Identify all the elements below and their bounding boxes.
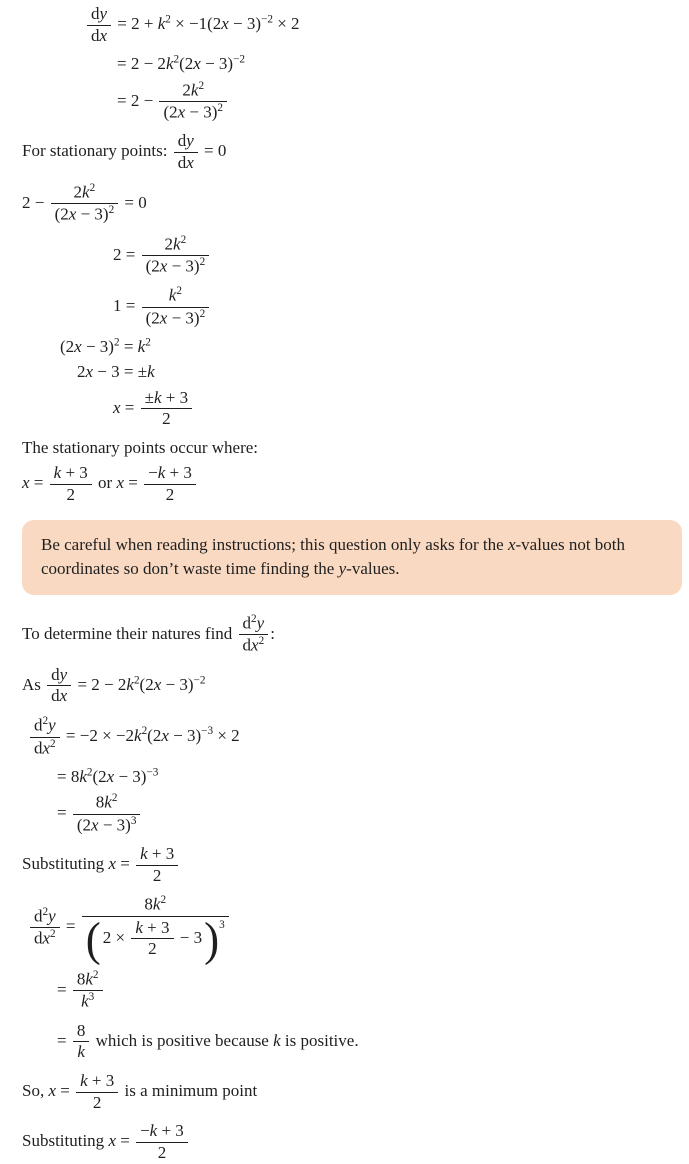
math-text: (2	[76, 815, 92, 835]
math-text: =	[124, 473, 143, 493]
math-exponent: 2	[111, 792, 118, 805]
math-exponent: 2	[176, 285, 182, 298]
math-text: − 3)	[168, 725, 202, 745]
math-text: 2	[92, 1092, 102, 1112]
natures-intro	[22, 613, 689, 657]
math-variable: k	[53, 463, 62, 483]
math-text: (2	[92, 766, 107, 786]
math-text: 2 =	[113, 244, 140, 264]
math-text: :	[270, 623, 275, 643]
math-text: = −2 × −2	[61, 725, 135, 745]
fraction	[142, 235, 210, 277]
math-exponent: 2	[42, 905, 49, 918]
eq-squared-equals-k2	[60, 337, 689, 357]
math-exponent: −3	[201, 725, 214, 738]
fraction-numerator	[136, 845, 178, 865]
math-variable: x	[177, 102, 186, 122]
fraction-denominator	[87, 25, 111, 46]
math-text: −	[140, 1121, 150, 1141]
fraction	[47, 666, 71, 706]
math-text: 2	[182, 80, 191, 100]
math-exponent: 2	[50, 928, 56, 941]
math-text: =	[61, 916, 80, 936]
math-variable: x	[113, 397, 121, 417]
math-text: =	[57, 802, 71, 822]
fraction	[82, 894, 229, 966]
math-text: Substituting	[22, 854, 109, 874]
substitute-plus-root	[22, 844, 689, 886]
math-variable: x	[221, 14, 229, 34]
math-exponent: 2	[92, 969, 99, 982]
fraction-denominator	[174, 152, 198, 173]
fraction	[136, 845, 178, 885]
math-text: 8	[76, 969, 86, 989]
eq-recall-first-derivative	[22, 665, 689, 707]
math-variable: x	[193, 54, 201, 74]
math-variable: x	[74, 336, 82, 356]
eq-first-derivative-fraction	[117, 80, 689, 124]
eq-first-derivative	[85, 4, 689, 46]
math-variable: x	[106, 766, 115, 786]
math-variable: x	[161, 725, 169, 745]
math-text: d	[242, 613, 252, 633]
fraction-denominator	[144, 484, 196, 505]
math-text: To determine their natures find	[22, 623, 237, 643]
fraction	[76, 1072, 118, 1112]
math-variable: x	[91, 815, 99, 835]
math-text: For stationary points:	[22, 141, 172, 161]
fraction	[30, 716, 60, 758]
math-variable: k	[137, 336, 146, 356]
math-text: =	[120, 397, 139, 417]
math-text: 8	[95, 792, 105, 812]
math-variable: x	[42, 928, 51, 948]
fraction-numerator	[142, 286, 210, 306]
eq-substituted-expression	[28, 894, 689, 966]
fraction-denominator	[82, 912, 229, 966]
math-variable: y	[59, 664, 68, 684]
math-variable: k	[77, 1042, 85, 1062]
math-variable: k	[147, 362, 155, 382]
math-variable: x	[108, 854, 116, 874]
math-text: = 0	[120, 192, 147, 212]
math-text: 8	[144, 894, 153, 914]
math-text: 8	[76, 1020, 86, 1040]
math-text: = 2 − 2	[73, 674, 127, 694]
math-text: is a minimum point	[120, 1081, 258, 1101]
math-text: d	[177, 131, 187, 151]
fraction-denominator	[73, 1041, 90, 1062]
math-variable: k	[140, 843, 148, 863]
math-text: which is positive because	[91, 1030, 274, 1050]
math-variable: x	[186, 153, 194, 173]
math-text: d	[91, 4, 100, 23]
math-variable: k	[157, 14, 166, 34]
fraction-denominator	[142, 307, 210, 328]
math-variable: x	[99, 25, 108, 45]
fraction-denominator	[239, 634, 269, 655]
math-exponent: 2	[165, 13, 171, 26]
math-text: − 3)	[98, 815, 131, 835]
math-exponent: 2	[173, 53, 180, 66]
eq-x-solution	[113, 388, 689, 430]
math-text: d	[51, 686, 60, 706]
math-variable: x	[42, 738, 51, 758]
math-text: is positive.	[280, 1030, 359, 1050]
math-exponent: 2	[145, 336, 151, 349]
fraction	[50, 464, 92, 504]
conclusion-minimum-point	[22, 1071, 689, 1113]
eq-isolate-two	[113, 234, 689, 278]
math-text: + 3	[61, 463, 88, 483]
eq-isolate-one	[113, 285, 689, 329]
math-text: 2	[165, 485, 175, 505]
fraction-denominator	[141, 408, 192, 429]
math-text: (2	[139, 674, 154, 694]
fraction	[73, 793, 141, 835]
math-variable: k	[80, 1071, 88, 1091]
math-variable: k	[85, 969, 93, 989]
fraction-numerator	[47, 666, 71, 686]
math-exponent: 2	[199, 307, 206, 320]
math-text: + 3	[165, 463, 192, 483]
math-text: − 3	[175, 927, 203, 947]
math-text: =	[115, 854, 135, 874]
math-variable: x	[59, 686, 68, 706]
math-exponent: 2	[133, 674, 140, 687]
fraction-denominator	[30, 737, 60, 758]
fraction-numerator	[144, 464, 196, 484]
eq-first-derivative-simplified	[117, 54, 689, 74]
math-text: (2	[145, 308, 160, 328]
math-exponent: 2	[258, 635, 265, 648]
math-text: = 0	[199, 141, 227, 161]
math-text: − 3)	[114, 766, 147, 786]
math-text: −	[148, 463, 158, 483]
math-text: 2	[164, 234, 174, 254]
fraction-denominator	[73, 990, 103, 1011]
math-text: =	[57, 1030, 71, 1050]
paren-group-inner	[101, 918, 204, 960]
math-text: (2	[163, 102, 178, 122]
math-variable: k	[157, 463, 166, 483]
math-variable: x	[159, 256, 168, 276]
fraction-numerator	[136, 1122, 188, 1142]
math-variable: x	[22, 473, 30, 493]
math-text: 2	[162, 409, 171, 429]
math-exponent: 2	[180, 233, 187, 246]
math-exponent: 2	[50, 737, 56, 750]
math-variable: x	[85, 362, 94, 382]
math-text: d	[91, 25, 100, 45]
math-exponent: 2	[251, 613, 257, 626]
math-variable: k	[273, 1030, 281, 1050]
math-variable: x	[48, 1081, 57, 1101]
math-variable: k	[81, 992, 89, 1012]
math-exponent: 3	[88, 991, 95, 1004]
math-text: d	[34, 906, 43, 926]
eq-8k2-over-k3	[57, 969, 689, 1013]
eq-plus-minus-k	[77, 362, 689, 382]
math-exponent: 2	[160, 894, 167, 907]
math-text: =	[57, 979, 71, 999]
math-text: d	[34, 738, 43, 758]
exam-tip-callout	[22, 520, 682, 595]
math-variable: k	[190, 80, 199, 100]
eq-second-derivative-simplified	[57, 767, 689, 787]
math-text: + 3	[87, 1071, 115, 1091]
fraction-denominator	[136, 1142, 188, 1163]
fraction-denominator	[51, 203, 119, 224]
fraction-numerator	[51, 183, 119, 203]
math-text: d	[34, 928, 43, 948]
math-text: (2	[54, 204, 69, 224]
math-text: d	[177, 153, 187, 173]
fraction-numerator	[142, 235, 210, 255]
math-text: − 3 = ±	[93, 362, 148, 382]
math-text: = 2 − 2	[117, 54, 166, 74]
fraction	[131, 919, 173, 959]
math-exponent: 2	[89, 181, 96, 194]
math-text: =	[56, 1081, 75, 1101]
math-variable: y	[338, 559, 347, 579]
math-text: − 3)	[200, 54, 234, 74]
math-text: As	[22, 674, 46, 694]
math-exponent: 2	[217, 102, 224, 115]
fraction-denominator	[50, 484, 92, 505]
math-exponent: 2	[198, 79, 205, 92]
math-text: d	[34, 715, 43, 735]
math-variable: y	[48, 715, 56, 735]
math-exponent: −3	[146, 766, 159, 779]
math-exponent: −2	[261, 13, 273, 26]
math-text: × 2	[272, 14, 300, 34]
math-text: × 2	[213, 725, 240, 745]
math-variable: k	[149, 1121, 158, 1141]
solution-page	[0, 4, 689, 1163]
fraction-denominator	[73, 814, 141, 835]
math-text: × −1(2	[170, 14, 222, 34]
fraction-numerator	[141, 389, 192, 409]
fraction	[239, 614, 269, 656]
math-exponent: 2	[199, 255, 206, 268]
math-text: 2	[148, 939, 157, 959]
eq-set-to-zero	[22, 182, 689, 226]
fraction	[73, 1022, 90, 1062]
math-text: − 3)	[185, 102, 218, 122]
math-variable: k	[104, 792, 112, 812]
math-exponent: 3	[219, 918, 225, 931]
fraction-denominator	[159, 101, 227, 122]
math-text: + 3	[161, 387, 189, 407]
fraction-numerator	[73, 793, 141, 813]
math-text: Be careful when reading instructions; this question only asks for the	[41, 534, 508, 554]
math-text: 2	[77, 362, 86, 382]
fraction-numerator	[76, 1072, 118, 1092]
fraction-numerator	[131, 919, 173, 939]
math-text: (2	[60, 336, 75, 356]
paren-group: ( 2 × $\frac{k + 3}{2}$ − 3 ) $^3$	[85, 912, 225, 966]
math-variable: x	[251, 636, 259, 656]
fraction-denominator	[136, 865, 178, 886]
math-text: + 3	[157, 1121, 184, 1141]
math-text: or	[93, 473, 117, 493]
math-variable: x	[153, 674, 162, 694]
math-text: -values.	[346, 559, 400, 579]
stationary-condition	[22, 131, 689, 173]
eq-two-solutions	[22, 463, 689, 505]
math-text: − 3)	[167, 308, 200, 328]
fraction-numerator	[73, 1022, 90, 1042]
math-exponent: 3	[130, 814, 137, 827]
substitute-minus-root	[22, 1121, 689, 1163]
math-text: + 3	[147, 843, 175, 863]
math-text: =	[119, 336, 138, 356]
fraction-numerator	[73, 970, 103, 990]
math-exponent: −2	[233, 53, 245, 66]
fraction-denominator	[76, 1092, 118, 1113]
fraction	[144, 464, 196, 504]
math-variable: x	[108, 1131, 116, 1151]
fraction-numerator	[87, 5, 111, 25]
math-variable: k	[152, 894, 161, 914]
math-text: 2	[157, 1143, 167, 1163]
fraction	[73, 970, 103, 1012]
math-exponent: 2	[108, 204, 115, 217]
math-text: d	[242, 636, 252, 656]
math-variable: y	[256, 613, 265, 633]
math-text: = 2 −	[117, 90, 158, 110]
fraction-numerator	[50, 464, 92, 484]
math-variable: k	[135, 917, 143, 937]
math-exponent: 2	[86, 766, 93, 779]
math-text: = 8	[57, 766, 80, 786]
fraction	[159, 81, 227, 123]
math-text: = 2 +	[113, 14, 158, 34]
math-variable: y	[99, 4, 108, 23]
fraction-numerator	[159, 81, 227, 101]
eq-second-derivative	[28, 715, 689, 759]
math-text: − 3)	[167, 256, 200, 276]
math-variable: k	[173, 234, 181, 254]
fraction-numerator	[30, 716, 60, 736]
fraction	[141, 389, 192, 429]
math-variable: k	[79, 766, 87, 786]
math-variable: k	[165, 54, 174, 74]
fraction	[87, 5, 111, 45]
math-text: − 3)	[76, 204, 109, 224]
math-text: (2	[147, 725, 162, 745]
math-variable: x	[68, 204, 77, 224]
math-variable: x	[159, 308, 168, 328]
math-text: − 3)	[81, 336, 114, 356]
math-variable: y	[48, 906, 56, 926]
math-exponent: 2	[42, 715, 49, 728]
math-variable: k	[126, 674, 134, 694]
math-variable: k	[168, 285, 177, 305]
stationary-points-text	[22, 438, 689, 458]
math-variable: k	[82, 182, 90, 202]
math-text: Substituting	[22, 1131, 109, 1151]
math-text: The stationary points occur where:	[22, 438, 259, 458]
math-text: So,	[22, 1081, 49, 1101]
math-text: =	[115, 1131, 135, 1151]
math-text: ±	[144, 387, 154, 407]
math-text: 2 −	[22, 192, 49, 212]
eq-8-over-k-positive	[57, 1021, 689, 1063]
math-variable: x	[116, 473, 124, 493]
fraction	[30, 907, 60, 949]
fraction-denominator	[47, 685, 71, 706]
math-text: -values not both coordinates so don’t waste time finding the	[41, 534, 626, 579]
math-text: − 3)	[161, 674, 194, 694]
fraction-denominator	[142, 255, 210, 276]
fraction	[174, 132, 198, 172]
math-variable: k	[153, 387, 162, 407]
fraction	[51, 183, 119, 225]
math-text: d	[51, 664, 60, 684]
math-text: 2	[152, 865, 162, 885]
math-variable: k	[134, 725, 142, 745]
math-text: 2	[66, 485, 75, 505]
math-text: (2	[145, 256, 160, 276]
fraction	[142, 286, 210, 328]
math-text: 2 ×	[102, 927, 130, 947]
fraction-numerator	[174, 132, 198, 152]
math-text: =	[29, 473, 48, 493]
math-exponent: 2	[141, 725, 148, 738]
math-text: 2	[73, 182, 83, 202]
math-variable: x	[507, 534, 516, 554]
eq-second-derivative-fraction	[57, 792, 689, 836]
math-text: 1 =	[113, 295, 140, 315]
fraction-denominator	[30, 927, 60, 948]
fraction-numerator	[30, 907, 60, 927]
fraction-numerator	[239, 614, 269, 634]
math-text: − 3)	[228, 14, 262, 34]
fraction-denominator	[131, 938, 173, 959]
math-exponent: −2	[193, 674, 206, 687]
fraction	[136, 1122, 188, 1162]
math-text: (2	[179, 54, 194, 74]
math-text: + 3	[142, 917, 170, 937]
math-exponent: 2	[113, 336, 120, 349]
math-variable: y	[186, 131, 194, 151]
